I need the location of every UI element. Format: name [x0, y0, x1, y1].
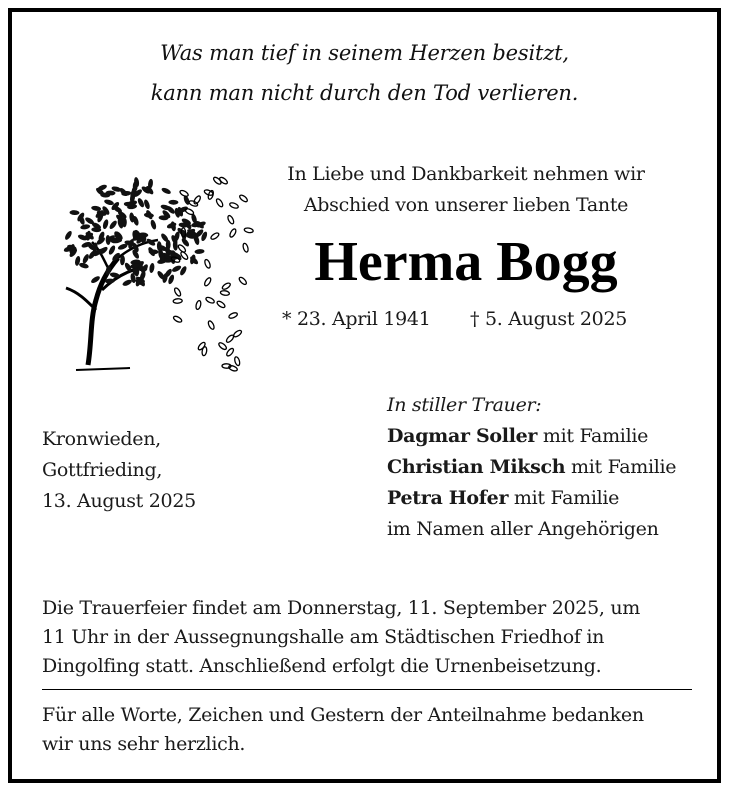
falling-leaf [238, 276, 247, 285]
mourner-row [387, 421, 676, 452]
leaf [108, 245, 117, 256]
falling-leaf [210, 232, 220, 241]
quote-line-2: kann man nicht durch den Tod verlieren. [150, 81, 579, 105]
falling-leaf [204, 259, 211, 269]
falling-leaf [218, 342, 228, 351]
death-date: † 5. August 2025 [470, 308, 628, 330]
leaf [136, 197, 145, 208]
falling-leaf [216, 300, 226, 309]
mourner-row [387, 452, 676, 483]
intro-line-1: In Liebe und Dankbarkeit nehmen wir [287, 163, 645, 185]
birth-date: * 23. April 1941 [282, 308, 431, 330]
falling-leaf [221, 282, 231, 291]
falling-leaf [220, 290, 230, 296]
leaf [143, 199, 151, 210]
leaf [69, 210, 79, 215]
leaf [161, 187, 172, 196]
falling-leaf [227, 215, 235, 225]
mourner-name: Christian Miksch [387, 456, 566, 478]
falling-leaf [228, 312, 238, 320]
leaf [168, 200, 178, 205]
falling-leaf [173, 298, 182, 303]
deceased-name: Herma Bogg [314, 231, 618, 293]
falling-leaf [179, 189, 189, 197]
place-and-date [42, 424, 196, 517]
falling-leaf [173, 315, 183, 323]
thanks-line-2: wir uns sehr herzlich. [42, 733, 246, 755]
leaf [104, 199, 115, 207]
leaf [149, 263, 155, 274]
falling-leaf [242, 243, 249, 253]
falling-leaf [215, 198, 224, 208]
falling-leaf [205, 296, 215, 304]
falling-leaf [188, 200, 198, 207]
thanks-line-1: Für alle Worte, Zeichen und Gestern der Anteilnahme bedanken [42, 704, 644, 726]
leaf [122, 279, 133, 288]
quote-line-1: Was man tief in seinem Herzen besitzt, [160, 41, 569, 65]
falling-leaf [207, 320, 215, 330]
falling-leaf [229, 228, 237, 238]
mourner-name: Dagmar Soller [387, 425, 538, 447]
leaf [64, 230, 73, 241]
falling-leaf [233, 329, 243, 338]
ceremony-line-1: Die Trauerfeier findet am Donnerstag, 11. September 2025, um [42, 597, 640, 619]
leaf [81, 253, 90, 264]
ceremony-notice [42, 594, 702, 681]
notice-date: 13. August 2025 [42, 490, 196, 512]
ceremony-line-2: 11 Uhr in der Aussegnungshalle am Städtischen Friedhof in [42, 626, 605, 648]
mourner-row [387, 483, 676, 514]
falling-leaf [184, 208, 194, 216]
windswept-tree-icon [40, 160, 255, 375]
falling-leaf [244, 227, 254, 233]
mourners-closing: im Namen aller Angehörigen [387, 518, 659, 540]
intro-line-2: Abschied von unserer lieben Tante [303, 194, 629, 216]
leaf [80, 224, 91, 230]
divider [42, 689, 692, 690]
mourners-block [387, 390, 676, 545]
ceremony-line-3: Dingolfing statt. Anschließend erfolgt die Urnenbeisetzung. [42, 655, 602, 677]
falling-leaf [203, 277, 212, 287]
falling-leaf [229, 202, 239, 209]
mourner-name: Petra Hofer [387, 487, 509, 509]
leaf [108, 219, 118, 230]
leaf [102, 219, 109, 230]
falling-leaf [195, 300, 201, 310]
mourner-suffix: mit Familie [508, 487, 620, 509]
mourner-suffix: mit Familie [565, 456, 677, 478]
thanks-notice [42, 701, 702, 759]
mourners-heading: In stiller Trauer: [387, 394, 542, 416]
place-1: Kronwieden, [42, 428, 161, 450]
falling-leaf [234, 356, 241, 366]
leaf [194, 249, 204, 255]
falling-leaf [173, 287, 181, 297]
leaf [150, 219, 158, 230]
place-2: Gottfrieding, [42, 459, 163, 481]
falling-leaf [239, 194, 249, 203]
obituary-frame [8, 8, 721, 783]
mourner-suffix: mit Familie [537, 425, 649, 447]
